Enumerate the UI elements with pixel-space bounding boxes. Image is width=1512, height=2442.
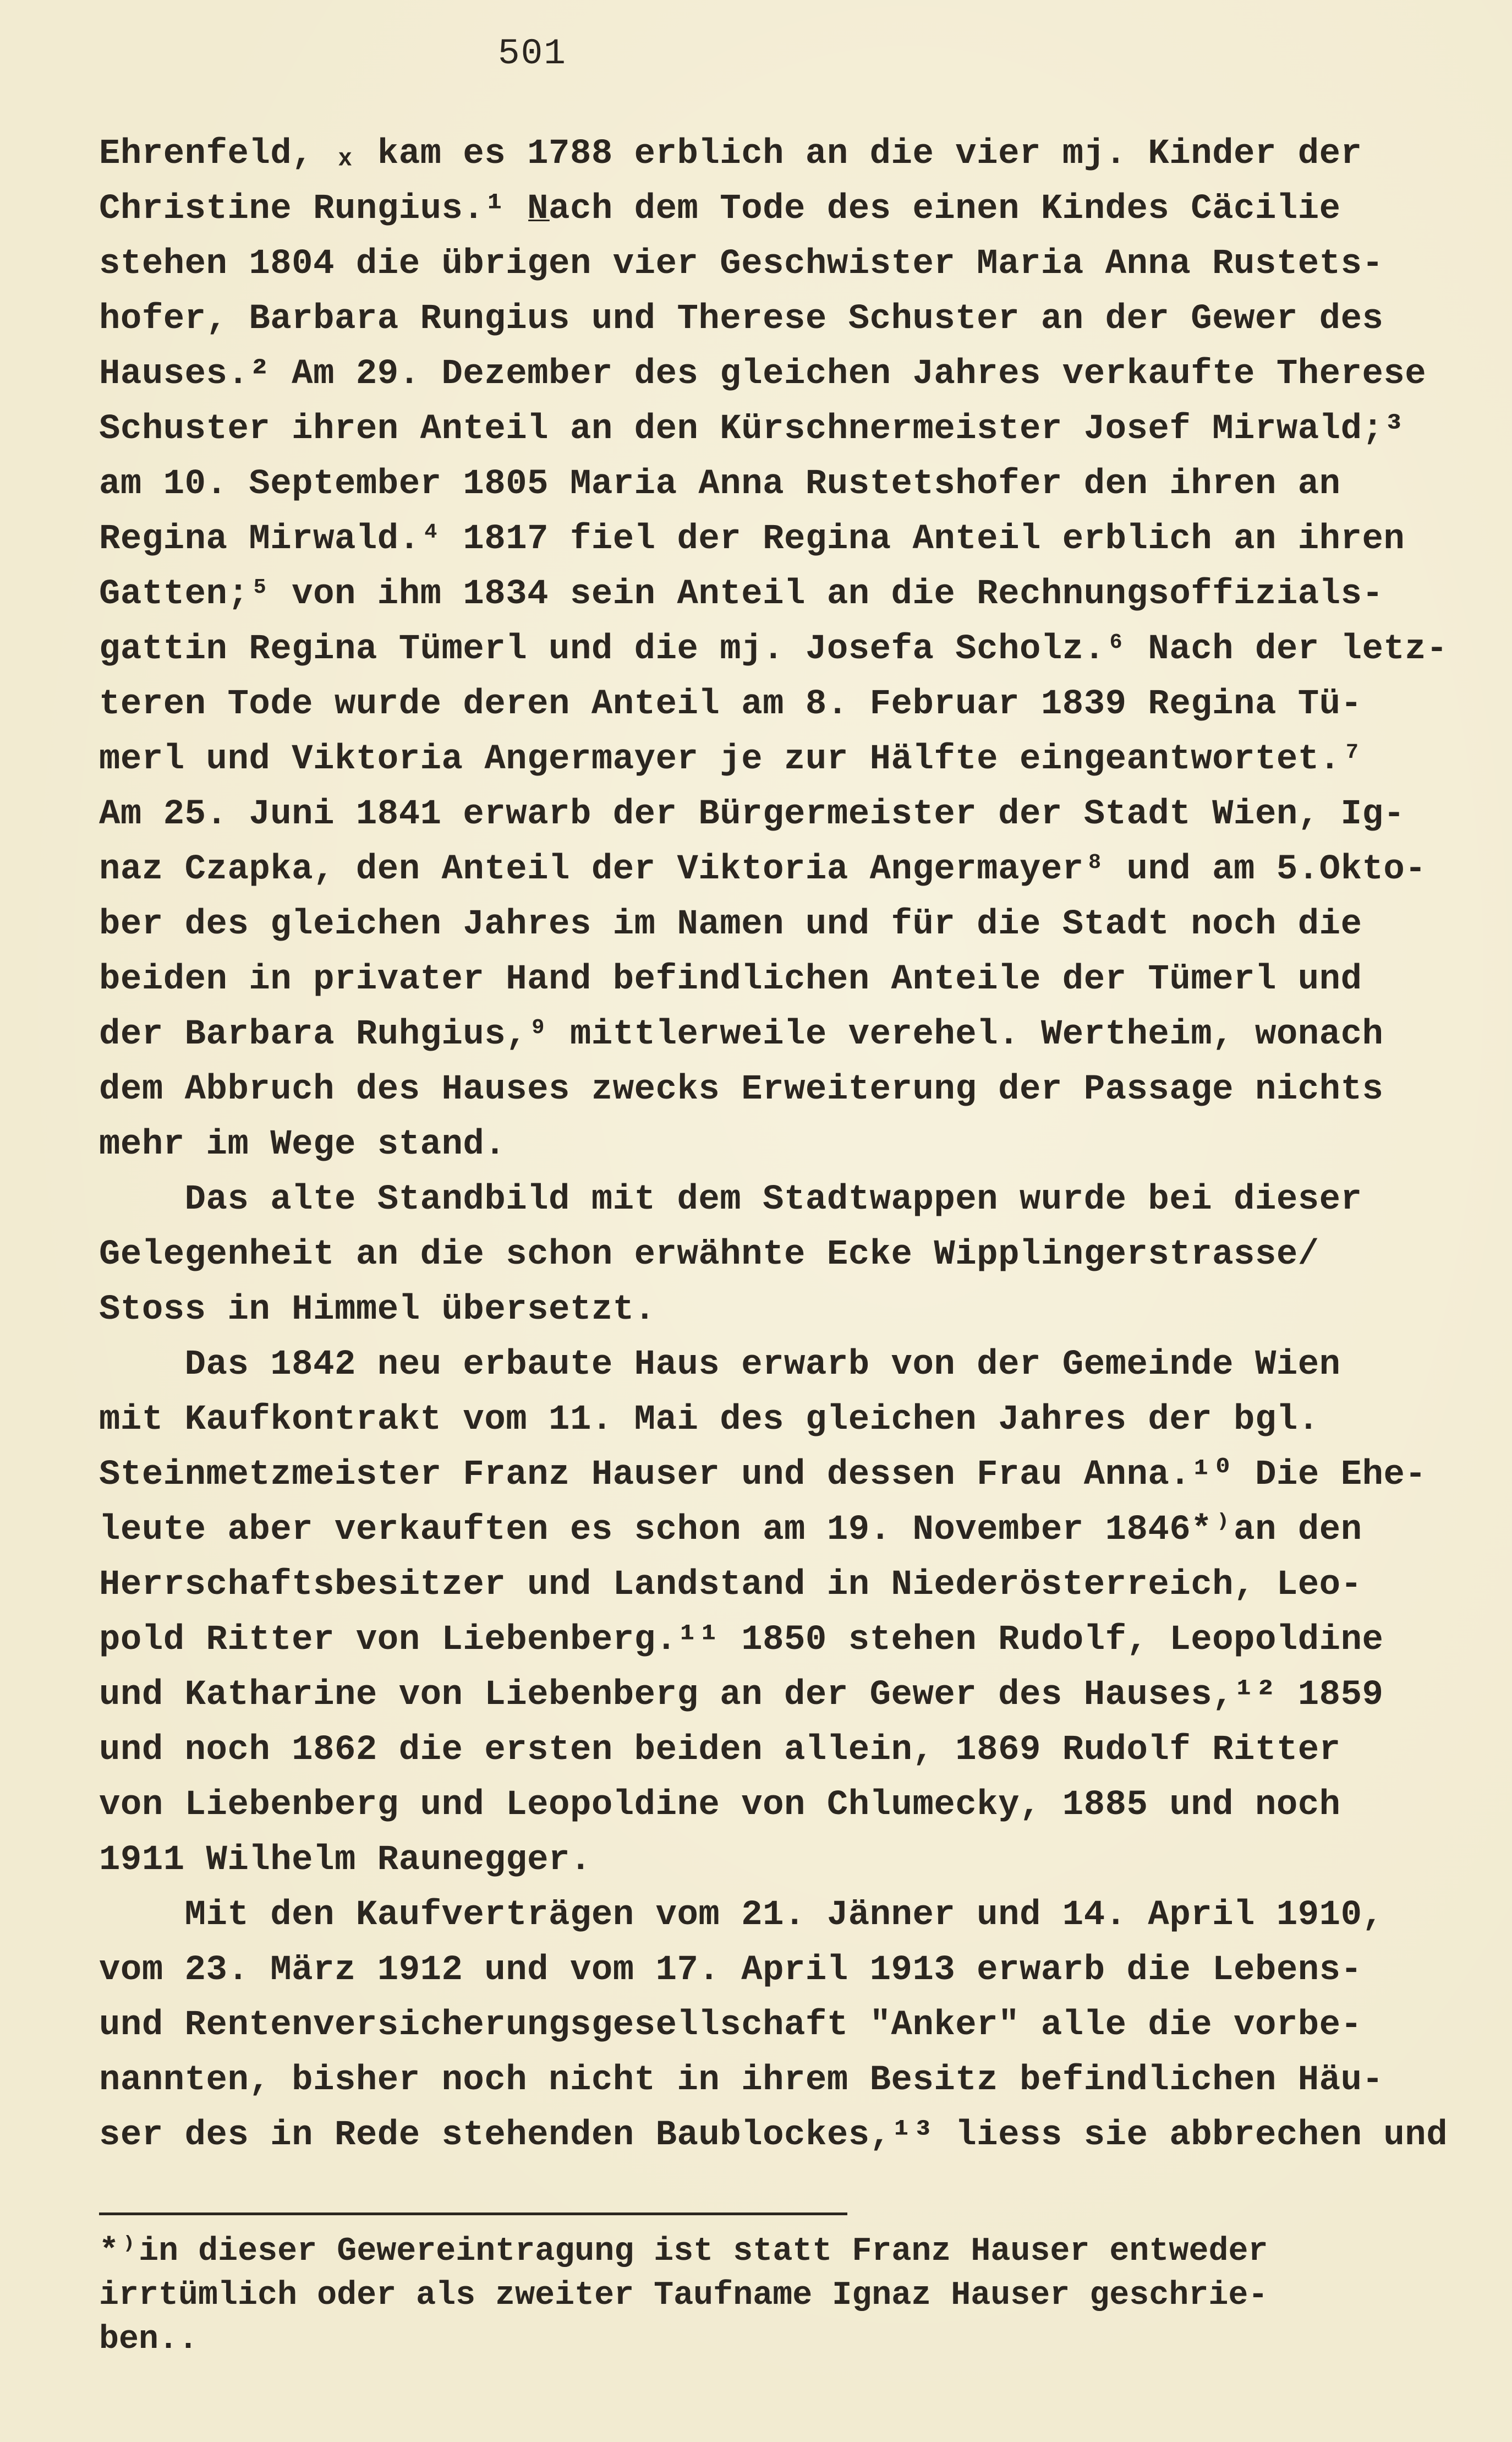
text-line: ber des gleichen Jahres im Namen und für die Stadt noch die [99,905,1362,944]
text-line: stehen 1804 die übrigen vier Geschwister Maria Anna Rustets- [99,244,1384,284]
text-line: vom 23. März 1912 und vom 17. April 1913 erwarb die Lebens- [99,1951,1362,1990]
text-line: beiden in privater Hand befindlichen Anteile der Tümerl und [99,960,1362,999]
text-line: nannten, bisher noch nicht in ihrem Besitz befindlichen Häu- [99,2061,1384,2100]
text-line: Ehrenfeld, ₓ kam es 1788 erblich an die vier mj. Kinder der [99,134,1362,174]
text-line: Schuster ihren Anteil an den Kürschnermeister Josef Mirwald;³ [99,409,1405,449]
text-line: der Barbara Ruhgius,⁹ mittlerweile verehel. Wertheim, wonach [99,1015,1384,1055]
text-line: naz Czapka, den Anteil der Viktoria Angermayer⁸ und am 5.Okto- [99,850,1427,889]
text-line: Herrschaftsbesitzer und Landstand in Niederösterreich, Leo- [99,1565,1362,1605]
footnote-line: irrtümlich oder als zweiter Taufname Ignaz Hauser geschrie- [99,2277,1268,2314]
text-line: Das 1842 neu erbaute Haus erwarb von der Gemeinde Wien [99,1345,1341,1385]
footnote-line: *⁾in dieser Gewereintragung ist statt Franz Hauser entweder [99,2233,1268,2270]
text-line: hofer, Barbara Rungius und Therese Schuster an der Gewer des [99,299,1384,339]
text-line: Steinmetzmeister Franz Hauser und dessen Frau Anna.¹⁰ Die Ehe- [99,1455,1427,1495]
text-line: Christine Rungius.¹ N̲ach dem Tode des einen Kindes Cäcilie [99,189,1341,229]
text-line: Hauses.² Am 29. Dezember des gleichen Jahres verkaufte Therese [99,354,1427,394]
text-line: von Liebenberg und Leopoldine von Chlumecky, 1885 und noch [99,1785,1341,1825]
text-line: Stoss in Himmel übersetzt. [99,1290,656,1330]
text-line: ser des in Rede stehenden Baublockes,¹³ liess sie abbrechen und [99,2116,1448,2155]
text-line: leute aber verkauften es schon am 19. November 1846*⁾an den [99,1510,1362,1550]
text-line: dem Abbruch des Hauses zwecks Erweiterung der Passage nichts [99,1070,1384,1110]
text-line: und Rentenversicherungsgesellschaft "Anker" alle die vorbe- [99,2006,1362,2045]
text-line: Mit den Kaufverträgen vom 21. Jänner und 14. April 1910, [99,1895,1384,1935]
text-line: Regina Mirwald.⁴ 1817 fiel der Regina Anteil erblich an ihren [99,520,1405,559]
text-line: pold Ritter von Liebenberg.¹¹ 1850 stehen Rudolf, Leopoldine [99,1620,1384,1660]
text-line: Gatten;⁵ von ihm 1834 sein Anteil an die Rechnungsoffizials- [99,575,1384,614]
text-line: mit Kaufkontrakt vom 11. Mai des gleichen Jahres der bgl. [99,1400,1319,1440]
text-line: am 10. September 1805 Maria Anna Rustetshofer den ihren an [99,465,1341,504]
text-line: Gelegenheit an die schon erwähnte Ecke Wipplingerstrasse/ [99,1235,1319,1275]
text-line: und Katharine von Liebenberg an der Gewer des Hauses,¹² 1859 [99,1675,1384,1715]
text-line: und noch 1862 die ersten beiden allein, 1869 Rudolf Ritter [99,1730,1341,1770]
text-line: merl und Viktoria Angermayer je zur Hälfte eingeantwortet.⁷ [99,740,1362,779]
footnote-divider [99,2212,847,2215]
page-number: 501 [498,33,567,74]
text-line: Am 25. Juni 1841 erwarb der Bürgermeister der Stadt Wien, Ig- [99,795,1405,834]
text-line: gattin Regina Tümerl und die mj. Josefa Scholz.⁶ Nach der letz- [99,630,1448,669]
text-line: mehr im Wege stand. [99,1125,506,1165]
footnote-line: ben.. [99,2321,199,2358]
text-line: teren Tode wurde deren Anteil am 8. Februar 1839 Regina Tü- [99,685,1362,724]
text-line: 1911 Wilhelm Raunegger. [99,1840,591,1880]
text-line: Das alte Standbild mit dem Stadtwappen wurde bei dieser [99,1180,1362,1220]
